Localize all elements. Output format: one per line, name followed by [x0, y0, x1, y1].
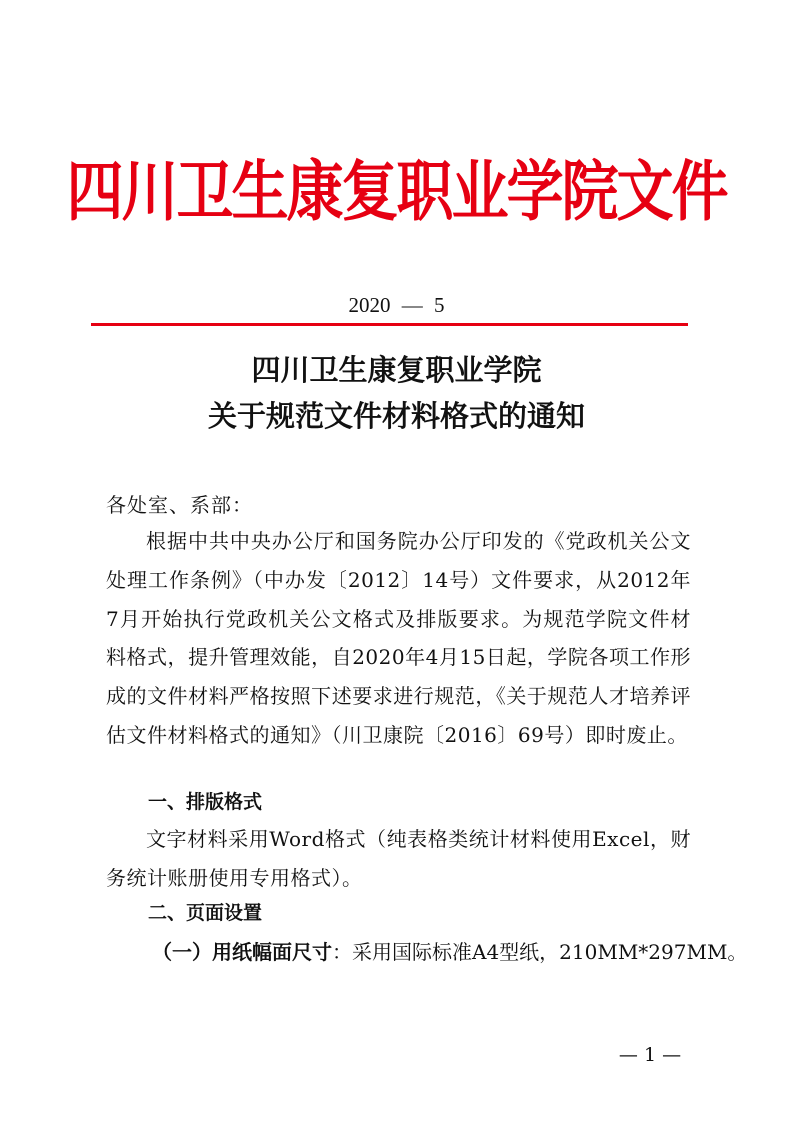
notice-title-line1: 四川卫生康复职业学院 [251, 353, 542, 387]
section2-item1-text: ：采用国际标准A4型纸，210MM*297MM。 [332, 940, 748, 964]
section1-heading: 一、排版格式 [148, 791, 263, 813]
section2-heading: 二、页面设置 [148, 902, 263, 924]
section2-item1-lead: （一）用纸幅面尺寸 [152, 940, 332, 964]
page-number: — 1 — [618, 1044, 682, 1066]
section1-paragraph: 文字材料采用Word格式（纯表格类统计材料使用Excel，财务统计账册使用专用格式）。 [106, 827, 691, 890]
section2-item1 [152, 937, 747, 967]
addressee: 各处室、系部： [106, 493, 253, 517]
red-separator-line [91, 323, 688, 326]
document-number: 2020 — 5 [348, 293, 445, 317]
document-header-title: 四川卫生康复职业学院文件 [66, 152, 727, 230]
notice-title-line2: 关于规范文件材料格式的通知 [207, 399, 585, 433]
intro-paragraph: 根据中共中央办公厅和国务院办公厅印发的《党政机关公文处理工作条例》（中办发〔2012〕14号）文件要求，从2012年7月开始执行党政机关公文格式及排版要求。为规范学院文件材料格式，提升管理效能，自2020年4月15日起，学院各项工作形成的文件材料严格按照下述要求进行规范，《关于规范人才培养评估文件材料格式的通知》（川卫康院〔2016〕69号）即时废止。 [106, 529, 691, 747]
